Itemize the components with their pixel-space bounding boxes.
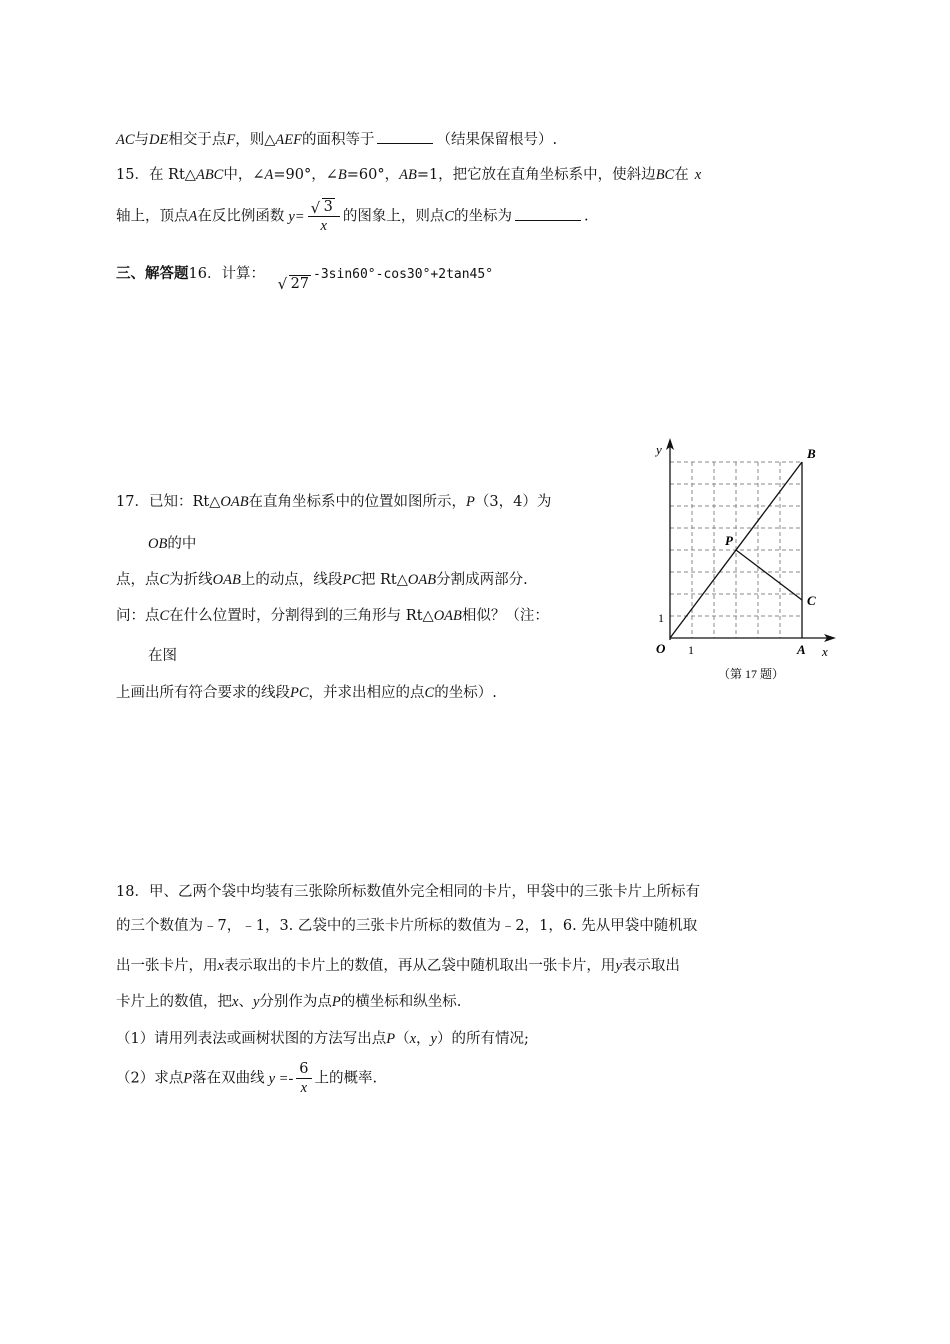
fraction-denominator: x (300, 1079, 308, 1096)
fraction-numerator: 6 (296, 1062, 311, 1079)
text: ，并求出相应的点 (308, 685, 425, 701)
q15-line2 (116, 200, 589, 233)
label-a: A (797, 642, 806, 657)
label-x: x (822, 644, 828, 659)
text: 轴上，顶点 (116, 208, 189, 225)
section-heading: 三、解答题 (116, 266, 189, 282)
radicand: 3 (323, 199, 333, 215)
text: =1，把它放在直角坐标系中，使斜边 (416, 167, 656, 183)
text: =60°， (346, 167, 400, 183)
triangle-oab: OAB (433, 608, 462, 624)
text: 把 Rt△ (360, 572, 408, 588)
q17-line2 (148, 532, 196, 553)
text: 在什么位置时，分割得到的三角形与 Rt△ (169, 608, 434, 624)
triangle-oab: OAB (407, 572, 437, 588)
label-p: P (725, 533, 733, 548)
label-o: O (656, 641, 666, 656)
var-x: x (217, 958, 224, 974)
fraction-root3-over-x (308, 200, 340, 233)
text: 的三个数值为﹣7，﹣1，3. 乙袋中的三张卡片所标的数值为﹣2，1，6. 先从甲袋中随机取 (116, 918, 698, 934)
text: 上的概率. (314, 1070, 378, 1087)
triangle-aef: AEF (275, 132, 302, 148)
text: 15．在 Rt△ (116, 167, 196, 183)
segment-ac: AC (116, 132, 135, 148)
q15-line1 (116, 163, 701, 184)
var-x: x (694, 167, 702, 183)
text: 与 (134, 132, 150, 148)
q18-line1 (116, 880, 700, 901)
text: . (584, 208, 589, 225)
q17-line3 (116, 568, 528, 589)
q16-expression: -3sin60°-cos30°+2tan45° (313, 267, 494, 282)
text: 落在双曲线 (192, 1070, 265, 1087)
q16-label: 16．计算： (188, 266, 265, 282)
q17-line6 (116, 681, 497, 702)
text: （3，4）为 (474, 494, 552, 510)
text: 表示取出的卡片上的数值，再从乙袋中随机取出一张卡片，用 (223, 958, 616, 974)
radicand: 27 (290, 276, 310, 292)
text: 分割成两部分. (436, 572, 528, 588)
var-y: y (252, 994, 260, 1010)
q18-line4 (116, 990, 461, 1011)
triangle-abc: ABC (195, 167, 224, 183)
text: 分别作为点 (259, 994, 332, 1010)
var-y: y (615, 958, 622, 974)
point-c: C (424, 685, 435, 701)
point-p: P (386, 1031, 396, 1047)
segment-pc: PC (342, 572, 361, 588)
text: （ (395, 1031, 410, 1047)
segment-pc: PC (290, 685, 309, 701)
q18-line3 (116, 954, 680, 975)
text: 出一张卡片，用 (116, 958, 218, 974)
text: 相交于点 (168, 132, 227, 148)
text: 18．甲、乙两个袋中均装有三张除所标数值外完全相同的卡片，甲袋中的三张卡片上所标有 (116, 884, 700, 900)
fraction-numerator (308, 200, 340, 217)
fraction-denominator: x (320, 217, 327, 234)
var-y: y =- (268, 1070, 294, 1087)
text: 在图 (148, 648, 177, 664)
text: 的横坐标和纵坐标. (340, 994, 462, 1010)
segment-de: DE (149, 132, 169, 148)
text: （结果保留根号）. (436, 132, 558, 148)
text: 为折线 (169, 572, 213, 588)
label-b: B (807, 446, 816, 461)
text: 、 (238, 994, 253, 1010)
tick-y-1: 1 (658, 611, 664, 625)
angle-a: A (264, 167, 274, 183)
q17-line4 (116, 604, 549, 625)
var-y: y (430, 1031, 437, 1047)
q17-line1 (116, 490, 551, 511)
text: 的中 (167, 536, 197, 552)
text: （1）请用列表法或画树状图的方法写出点 (116, 1031, 387, 1047)
text: 在反比例函数 (197, 208, 285, 225)
label-c: C (807, 593, 816, 608)
text: 中，∠ (223, 167, 265, 183)
point-c: C (444, 208, 454, 225)
text: 上画出所有符合要求的线段 (116, 685, 290, 701)
segment-ab: AB (399, 167, 417, 183)
figure-caption: （第 17 题） (718, 667, 785, 681)
text: 的面积等于 (301, 132, 375, 148)
text: 表示取出 (621, 958, 680, 974)
figure-17-diagram (640, 430, 850, 690)
point-p: P (466, 494, 475, 510)
sqrt-27: √ 27 (277, 275, 310, 293)
answer-blank (377, 129, 433, 144)
point-f: F (226, 132, 236, 148)
point-p: P (331, 994, 341, 1010)
var-y: y= (288, 208, 305, 225)
q17-line5 (148, 644, 177, 665)
q18-line2 (116, 914, 697, 935)
text: （2）求点 (116, 1070, 184, 1087)
triangle-oab: OAB (220, 494, 249, 510)
text: 在 (674, 167, 689, 183)
text: 上的动点，线段 (240, 572, 343, 588)
text: 相似？（注： (461, 608, 549, 624)
text: 卡片上的数值，把 (116, 994, 232, 1010)
polyline-oab: OAB (212, 572, 241, 588)
sqrt-symbol: √ 3 (310, 198, 333, 217)
answer-blank (515, 206, 581, 221)
q18-sub1 (116, 1027, 529, 1048)
q14-tail-line (116, 128, 557, 149)
text: ， (416, 1031, 431, 1047)
point-p: P (183, 1070, 193, 1087)
q18-sub2 (116, 1062, 377, 1095)
text: ）的所有情况; (436, 1031, 529, 1047)
text: ，则△ (235, 132, 276, 148)
label-y: y (656, 442, 662, 457)
text: 的坐标为 (454, 208, 512, 225)
point-a: A (188, 208, 198, 225)
text: 17．已知：Rt△ (116, 494, 221, 510)
segment-ob: OB (148, 536, 168, 552)
angle-b: B (337, 167, 347, 183)
text: =90°，∠ (273, 167, 338, 183)
var-x: x (409, 1031, 417, 1047)
text: 在直角坐标系中的位置如图所示， (248, 494, 467, 510)
fraction-6-over-x (296, 1062, 311, 1095)
text: 的坐标）. (434, 685, 497, 701)
text: 的图象上，则点 (342, 208, 445, 225)
segment-bc: BC (655, 167, 675, 183)
q16-line (116, 262, 494, 293)
point-c: C (159, 572, 170, 588)
text: 问：点 (116, 608, 160, 624)
var-x: x (232, 994, 239, 1010)
tick-x-1: 1 (688, 643, 694, 657)
text: 点，点 (116, 572, 160, 588)
point-c: C (159, 608, 170, 624)
segment-pc-line (736, 550, 802, 600)
